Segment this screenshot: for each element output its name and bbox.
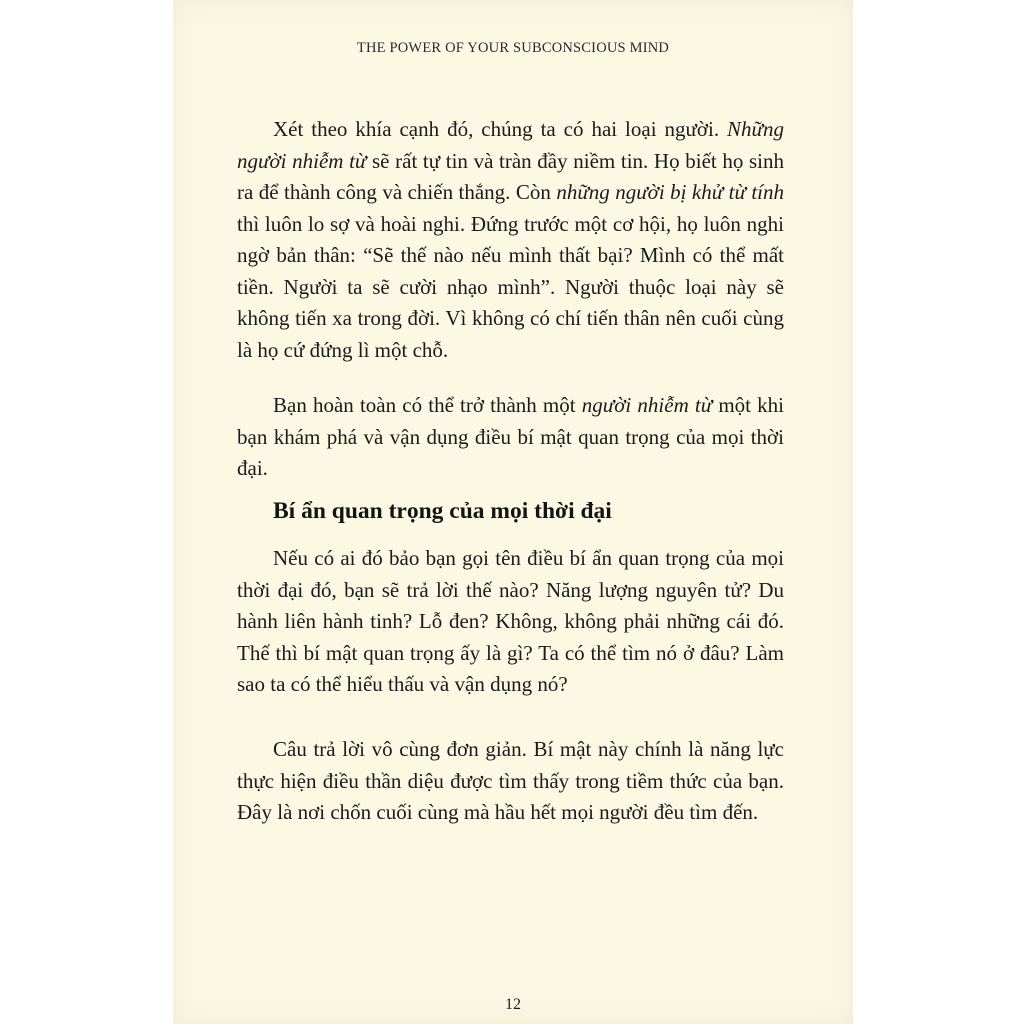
paragraph-2-text-a: Bạn hoàn toàn có thể trở thành một xyxy=(273,393,582,417)
book-page xyxy=(173,0,853,1024)
section-heading: Bí ẩn quan trọng của mọi thời đại xyxy=(273,498,612,524)
paragraph-1-text-a: Xét theo khía cạnh đó, chúng ta có hai loại người. xyxy=(273,117,728,141)
paragraph-2-italic: người nhiễm từ xyxy=(581,393,713,417)
running-head: THE POWER OF YOUR SUBCONSCIOUS MIND xyxy=(356,40,670,56)
paragraph-2-text-b: một khi bạn khám phá và vận dụng điều bí mật quan trọng của mọi thời đại. xyxy=(237,393,784,480)
paragraph-3: Nếu có ai đó bảo bạn gọi tên điều bí ẩn quan trọng của mọi thời đại đó, bạn sẽ trả lời thế nào? Năng lượng nguyên tử? Du hành liên hành tinh? Lỗ đen? Không, không phải những cái đó. Thế thì bí mật quan trọng ấy là gì? Ta có thể tìm nó ở đâu? Làm sao ta có thể hiểu thấu và vận dụng nó? xyxy=(237,546,784,696)
paragraph-1-italic-b: những người bị khử từ tính xyxy=(556,180,785,204)
paragraph-1-text-c: thì luôn lo sợ và hoài nghi. Đứng trước một cơ hội, họ luôn nghi ngờ bản thân: “Sẽ thế nào nếu mình thất bại? Mình có thể mất tiền. Người ta sẽ cười nhạo mình”. Người thuộc loại này sẽ không tiến xa trong đời. Vì không có chí tiến thân nên cuối cùng là họ cứ đứng lì một chỗ. xyxy=(237,211,784,362)
paragraph-4: Câu trả lời vô cùng đơn giản. Bí mật này chính là năng lực thực hiện điều thần diệu được tìm thấy trong tiềm thức của bạn. Đây là nơi chốn cuối cùng mà hầu hết mọi người đều tìm đến. xyxy=(237,737,784,824)
page-number: 12 xyxy=(505,996,521,1013)
paragraph-1-text-b: sẽ rất tự tin và tràn đầy niềm tin. Họ biết họ sinh ra để thành công và chiến thắng. Còn xyxy=(237,148,784,204)
paragraph-1-italic-a: Những người nhiễm từ xyxy=(237,117,784,173)
paragraph-1 xyxy=(237,114,784,366)
paragraph-2 xyxy=(237,390,784,485)
